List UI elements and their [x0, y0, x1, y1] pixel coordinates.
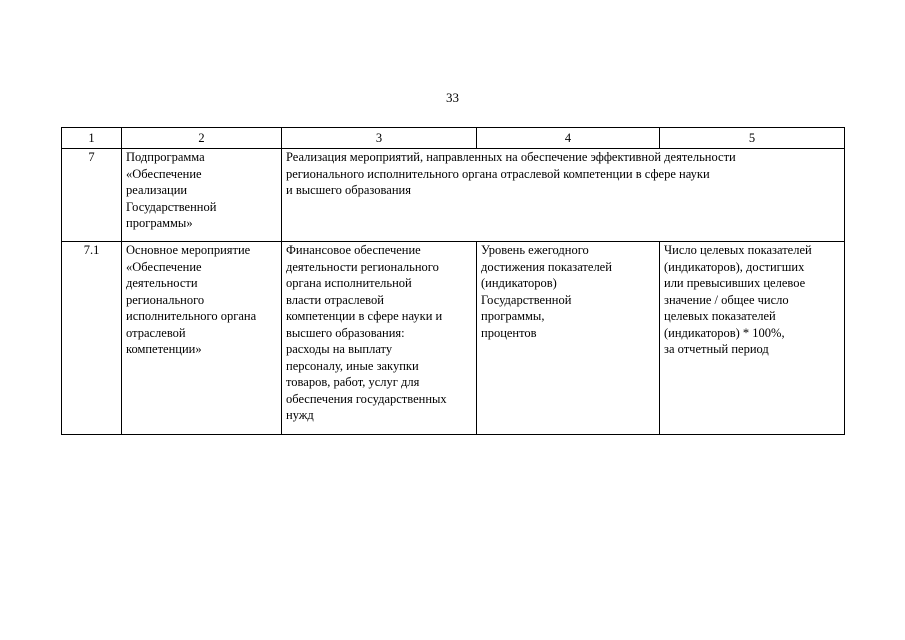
main-activity-name: Основное мероприятие «Обеспечение деятельности регионального исполнительного органа отраслевой компетенции» — [122, 242, 282, 435]
column-header-2: 2 — [122, 128, 282, 149]
subprogram-name: Подпрограмма «Обеспечение реализации Государственной программы» — [122, 149, 282, 242]
table-row — [62, 149, 845, 242]
row-number: 7.1 — [62, 242, 122, 435]
column-header-1: 1 — [62, 128, 122, 149]
column-header-4: 4 — [477, 128, 660, 149]
program-table — [61, 127, 845, 435]
column-header-3: 3 — [282, 128, 477, 149]
financial-support-cell: Финансовое обеспечение деятельности регионального органа исполнительной власти отраслевой компетенции в сфере науки и высшего образования: расходы на выплату персоналу, иные закупки товаров, работ, услуг для обеспечения государственных нужд — [282, 242, 477, 435]
subprogram-description: Реализация мероприятий, направленных на обеспечение эффективной деятельности регионального исполнительного органа отраслевой компетенции в сфере науки и высшего образования — [282, 149, 845, 242]
table-row — [62, 242, 845, 435]
page-number: 33 — [446, 90, 459, 105]
indicator-cell: Уровень ежегодного достижения показателей (индикаторов) Государственной программы, процентов — [477, 242, 660, 435]
row-number: 7 — [62, 149, 122, 242]
formula-cell: Число целевых показателей (индикаторов), достигших или превысивших целевое значение / общее число целевых показателей (индикаторов) * 100%, за отчетный период — [660, 242, 845, 435]
column-header-5: 5 — [660, 128, 845, 149]
table-header-row — [62, 128, 845, 149]
